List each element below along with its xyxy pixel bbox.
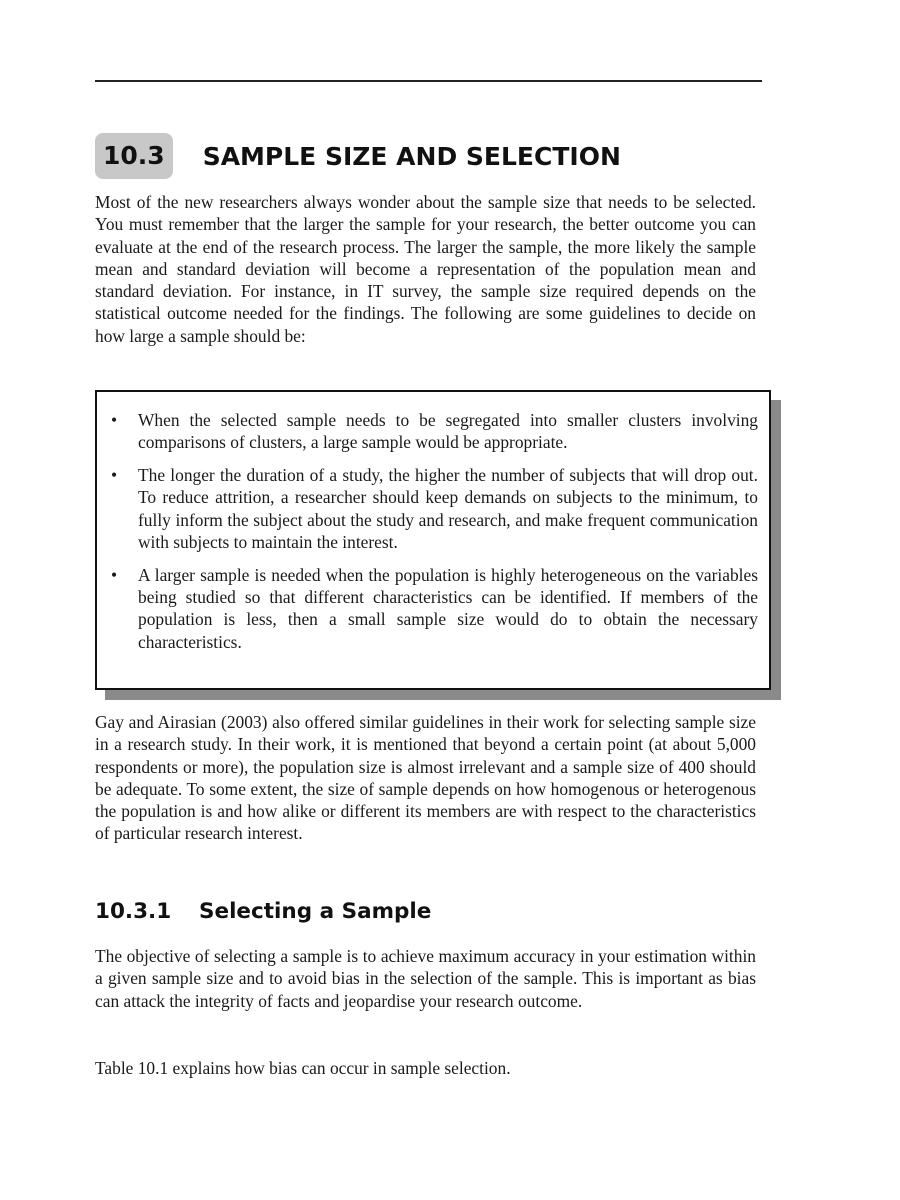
guideline-item (97, 464, 769, 553)
guideline-item (97, 409, 769, 454)
table-reference-paragraph: Table 10.1 explains how bias can occur in sample selection. (95, 1058, 511, 1078)
bullet-icon: • (111, 410, 118, 430)
subsection-title: Selecting a Sample (199, 898, 432, 924)
intro-paragraph: Most of the new researchers always wonder about the sample size that needs to be selected. You must remember that the larger the sample for your research, the better outcome you can evaluate at the end of the research process. The larger the sample, the more likely the sample mean and standard deviation will become a representation of the population mean and standard deviation. For instance, in IT survey, the sample size required depends on the statistical outcome needed for the findings. The following are some guidelines to decide on how large a sample should be: (95, 192, 756, 346)
subsection-number: 10.3.1 (95, 898, 172, 924)
subsection-heading (95, 895, 431, 927)
top-rule (95, 80, 762, 82)
objective-paragraph: The objective of selecting a sample is to achieve maximum accuracy in your estimation within a given sample size and to avoid bias in the selection of the sample. This is important as bias can attack the integrity of facts and jeopardise your research outcome. (95, 946, 756, 1011)
section-number: 10.3 (95, 133, 173, 179)
guideline-text: When the selected sample needs to be segregated into smaller clusters involving comparisons of clusters, a large sample would be appropriate. (138, 410, 758, 453)
guideline-text: The longer the duration of a study, the higher the number of subjects that will drop out. To reduce attrition, a researcher should keep demands on subjects to the minimum, to fully inform the subject about the study and research, and make frequent communication with subjects to maintain the interest. (138, 465, 758, 552)
section-heading (95, 133, 621, 179)
gay-airasian-paragraph: Gay and Airasian (2003) also offered similar guidelines in their work for selecting sample size in a research study. In their work, it is mentioned that beyond a certain point (at about 5,000 respondents or more), the population size is almost irrelevant and a sample size of 400 should be adequate. To some extent, the size of sample depends on how homogenous or heterogenous the population is and how alike or different its members are with respect to the characteristics of particular research interest. (95, 712, 756, 844)
bullet-icon: • (111, 465, 118, 486)
guideline-item (97, 564, 769, 653)
section-title: SAMPLE SIZE AND SELECTION (202, 141, 621, 171)
bullet-icon: • (111, 564, 118, 585)
guideline-text: A larger sample is needed when the population is highly heterogeneous on the variables being studied so that different characteristics can be identified. If members of the population is less, then a small sample size would do to obtain the necessary characteristics. (138, 564, 758, 652)
guidelines-list (97, 409, 769, 663)
guidelines-box (95, 390, 771, 690)
